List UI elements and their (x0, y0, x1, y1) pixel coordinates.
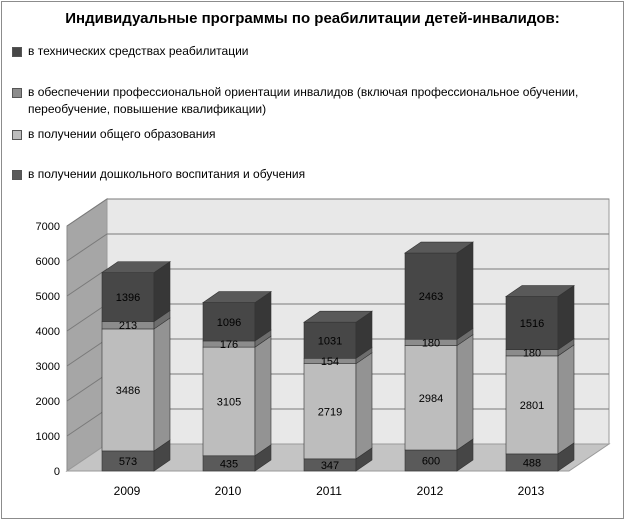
data-label: 2463 (418, 291, 444, 304)
data-label: 347 (320, 459, 340, 472)
data-label: 2984 (418, 392, 444, 405)
bar-segment-side (457, 335, 473, 450)
data-label: 1516 (519, 318, 545, 331)
data-label: 154 (320, 355, 340, 368)
x-tick-label: 2013 (517, 484, 545, 498)
bar-segment-side (255, 336, 271, 456)
x-tick-label: 2012 (416, 484, 444, 498)
data-label: 1031 (317, 335, 343, 348)
bar-stack-2009 (102, 262, 170, 471)
bar-segment-side (558, 345, 574, 454)
data-label: 3486 (115, 384, 141, 397)
bar-segment-side (457, 242, 473, 339)
legend-label-preschool: в получении дошкольного воспитания и обучения (28, 167, 306, 181)
data-label: 180 (421, 337, 441, 350)
bar-stack-2011 (304, 311, 372, 472)
legend-label-general-education: в получении общего образования (28, 127, 216, 141)
data-label: 435 (219, 458, 239, 471)
x-tick-label: 2010 (214, 484, 242, 498)
data-label: 1096 (216, 316, 242, 329)
data-label: 600 (421, 455, 441, 468)
data-label: 176 (219, 339, 239, 352)
legend-label-vocational: в обеспечении профессиональной ориентации инвалидов (включая профессиональное обучении, переобучение, повышение квалификации) (28, 85, 579, 116)
y-tick-label: 2000 (35, 396, 60, 408)
data-label: 488 (522, 457, 542, 470)
y-tick-label: 1000 (35, 431, 60, 443)
bar-stack-2013 (506, 286, 574, 471)
x-tick-label: 2009 (113, 484, 141, 498)
data-label: 1396 (115, 292, 141, 305)
y-tick-label: 3000 (35, 361, 60, 373)
bar-stack-2010 (203, 292, 271, 471)
side-wall (67, 199, 107, 471)
x-tick-label: 2011 (316, 484, 342, 498)
y-tick-label: 0 (53, 466, 60, 478)
bar-segment-side (356, 353, 372, 459)
y-tick-label: 5000 (35, 291, 60, 303)
data-label: 2719 (317, 406, 343, 419)
legend-label-technical-aids: в технических средствах реабилитации (28, 44, 249, 58)
chart-title: Индивидуальные программы по реабилитации детей-инвалидов: (65, 10, 560, 27)
data-label: 180 (522, 347, 542, 360)
y-tick-label: 7000 (35, 221, 60, 233)
data-label: 213 (118, 320, 138, 333)
y-tick-label: 6000 (35, 256, 60, 268)
bar-stack-2012 (405, 242, 473, 471)
data-label: 573 (118, 455, 138, 468)
bar-segment-side (154, 318, 170, 451)
data-label: 3105 (216, 396, 242, 409)
y-tick-label: 4000 (35, 326, 60, 338)
data-label: 2801 (519, 399, 545, 412)
